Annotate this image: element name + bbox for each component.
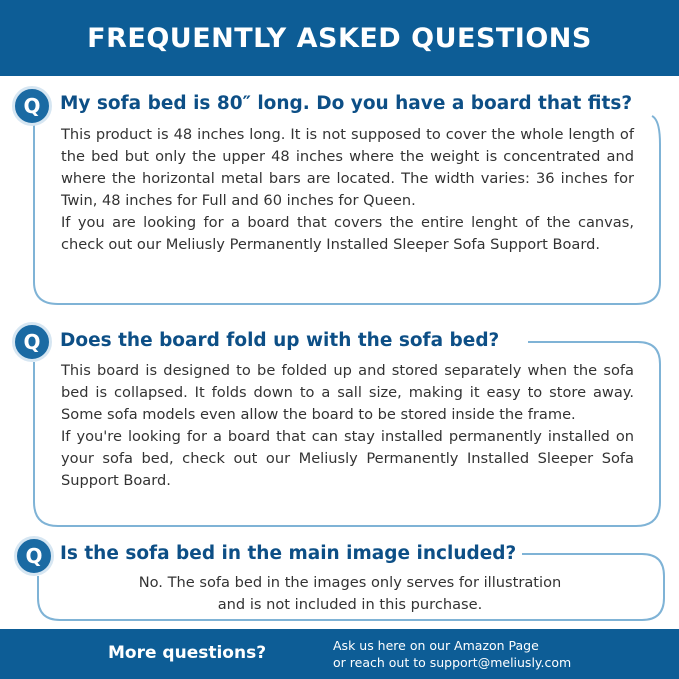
faq-answer-paragraph: If you're looking for a board that can stay installed permanently installed on your sofa bed, check out our Meliusly Permanently Installed Sleeper Sofa Support Board. [61, 428, 634, 489]
faq-answer-paragraph: and is not included in this purchase. [217, 596, 483, 613]
faq-answer-paragraph: This board is designed to be folded up and stored separately when the sofa bed is collapsed. It folds down to a sall size, making it easy to store away. Some sofa models even allow the board to be stored inside the frame. [61, 362, 634, 423]
faq-answer-paragraph: No. The sofa bed in the images only serves for illustration [138, 574, 562, 591]
faq-answer [60, 572, 640, 616]
faq-answer-paragraph: This product is 48 inches long. It is not supposed to cover the whole length of the bed but only the upper 48 inches where the weight is concentrated and where the horizontal metal bars are located. The width varies: 36 inches for Twin, 48 inches for Full and 60 inches for Queen. [61, 126, 634, 209]
contact-amazon-link[interactable]: Ask us here on our Amazon Page [333, 638, 539, 653]
faq-answer [61, 360, 634, 492]
contact-email-link[interactable]: or reach out to support@meliusly.com [333, 655, 572, 670]
faq-question: Is the sofa bed in the main image included? [60, 543, 522, 564]
q-badge-icon: Q [12, 86, 52, 126]
faq-item-2 [0, 322, 679, 532]
header-banner [0, 0, 679, 76]
page-title: FREQUENTLY ASKED QUESTIONS [87, 22, 592, 54]
faq-answer [61, 124, 634, 256]
q-badge-icon: Q [12, 322, 52, 362]
contact-info [333, 637, 571, 671]
faq-question: My sofa bed is 80″ long. Do you have a board that fits? [60, 93, 638, 114]
faq-answer-paragraph: If you are looking for a board that covers the entire lenght of the canvas, check out our Meliusly Permanently Installed Sleeper Sofa Support Board. [61, 214, 634, 253]
faq-question: Does the board fold up with the sofa bed? [60, 330, 505, 351]
more-questions-label: More questions? [108, 643, 267, 663]
q-badge-icon: Q [14, 536, 54, 576]
faq-item-1 [0, 84, 679, 316]
faq-item-3 [0, 536, 679, 626]
footer-banner [0, 629, 679, 679]
